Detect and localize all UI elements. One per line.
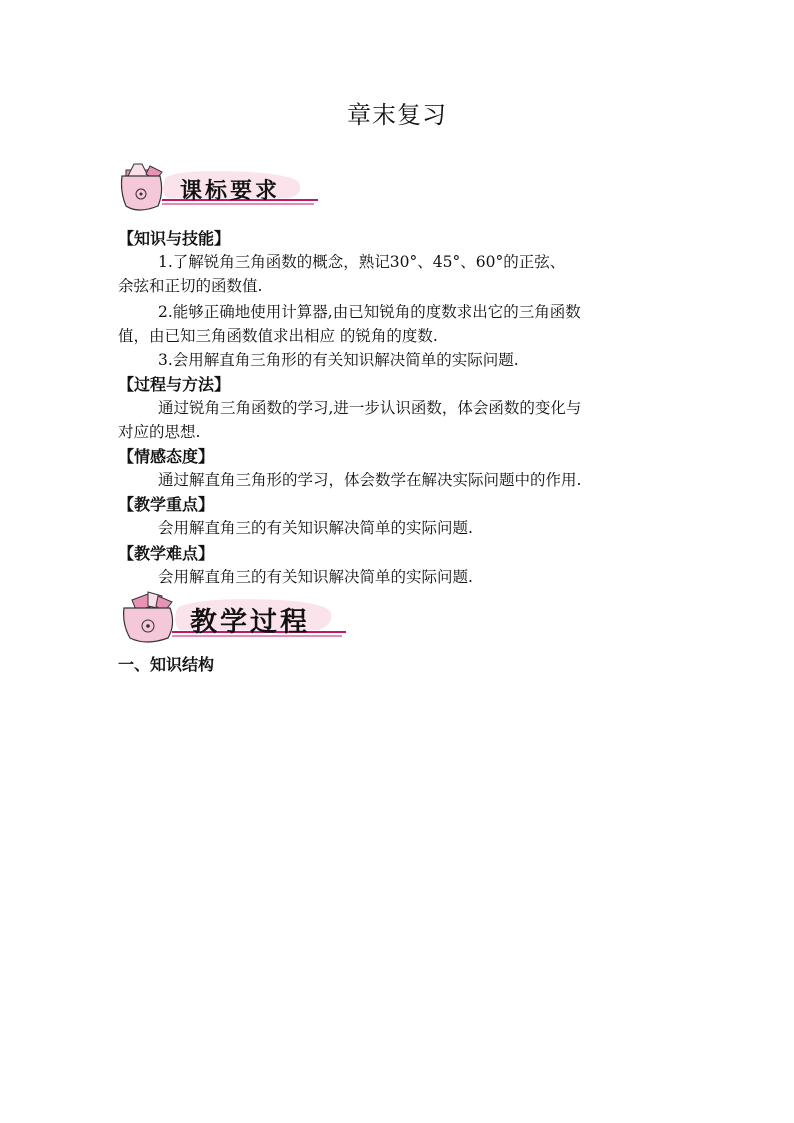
section-banner-teaching-process xyxy=(118,590,350,646)
heading-process: 【过程与方法】 xyxy=(118,375,231,394)
text-line: 3.会用解直角三角形的有关知识解决简单的实际问题. xyxy=(158,351,519,369)
heading-key-points: 【教学重点】 xyxy=(118,495,215,514)
text-line: 会用解直角三的有关知识解决简单的实际问题. xyxy=(158,519,473,537)
text-line: 通过锐角三角函数的学习,进一步认识函数，体会函数的变化与 xyxy=(158,399,582,417)
heading-emotion: 【情感态度】 xyxy=(118,447,215,466)
text-line: 2.能够正确地使用计算器,由已知锐角的度数求出它的三角函数 xyxy=(158,303,581,321)
heading-difficulties: 【教学难点】 xyxy=(118,544,215,563)
banner-title: 教学过程 xyxy=(190,607,310,638)
heading-knowledge-structure: 一、知识结构 xyxy=(118,655,215,674)
section-banner-standards xyxy=(118,162,323,214)
text-line: 余弦和正切的函数值. xyxy=(118,277,263,295)
text-line: 通过解直角三角形的学习，体会数学在解决实际问题中的作用. xyxy=(158,471,582,489)
heading-knowledge: 【知识与技能】 xyxy=(118,229,231,248)
page-title: 章末复习 xyxy=(347,101,447,129)
text-line: 1.了解锐角三角函数的概念，熟记30°、45°、60°的正弦、 xyxy=(158,253,566,271)
banner-title: 课标要求 xyxy=(180,179,281,204)
text-line: 值，由已知三角函数值求出相应 的锐角的度数. xyxy=(118,327,438,345)
text-line: 会用解直角三的有关知识解决简单的实际问题. xyxy=(158,568,473,586)
text-line: 对应的思想. xyxy=(118,423,201,441)
